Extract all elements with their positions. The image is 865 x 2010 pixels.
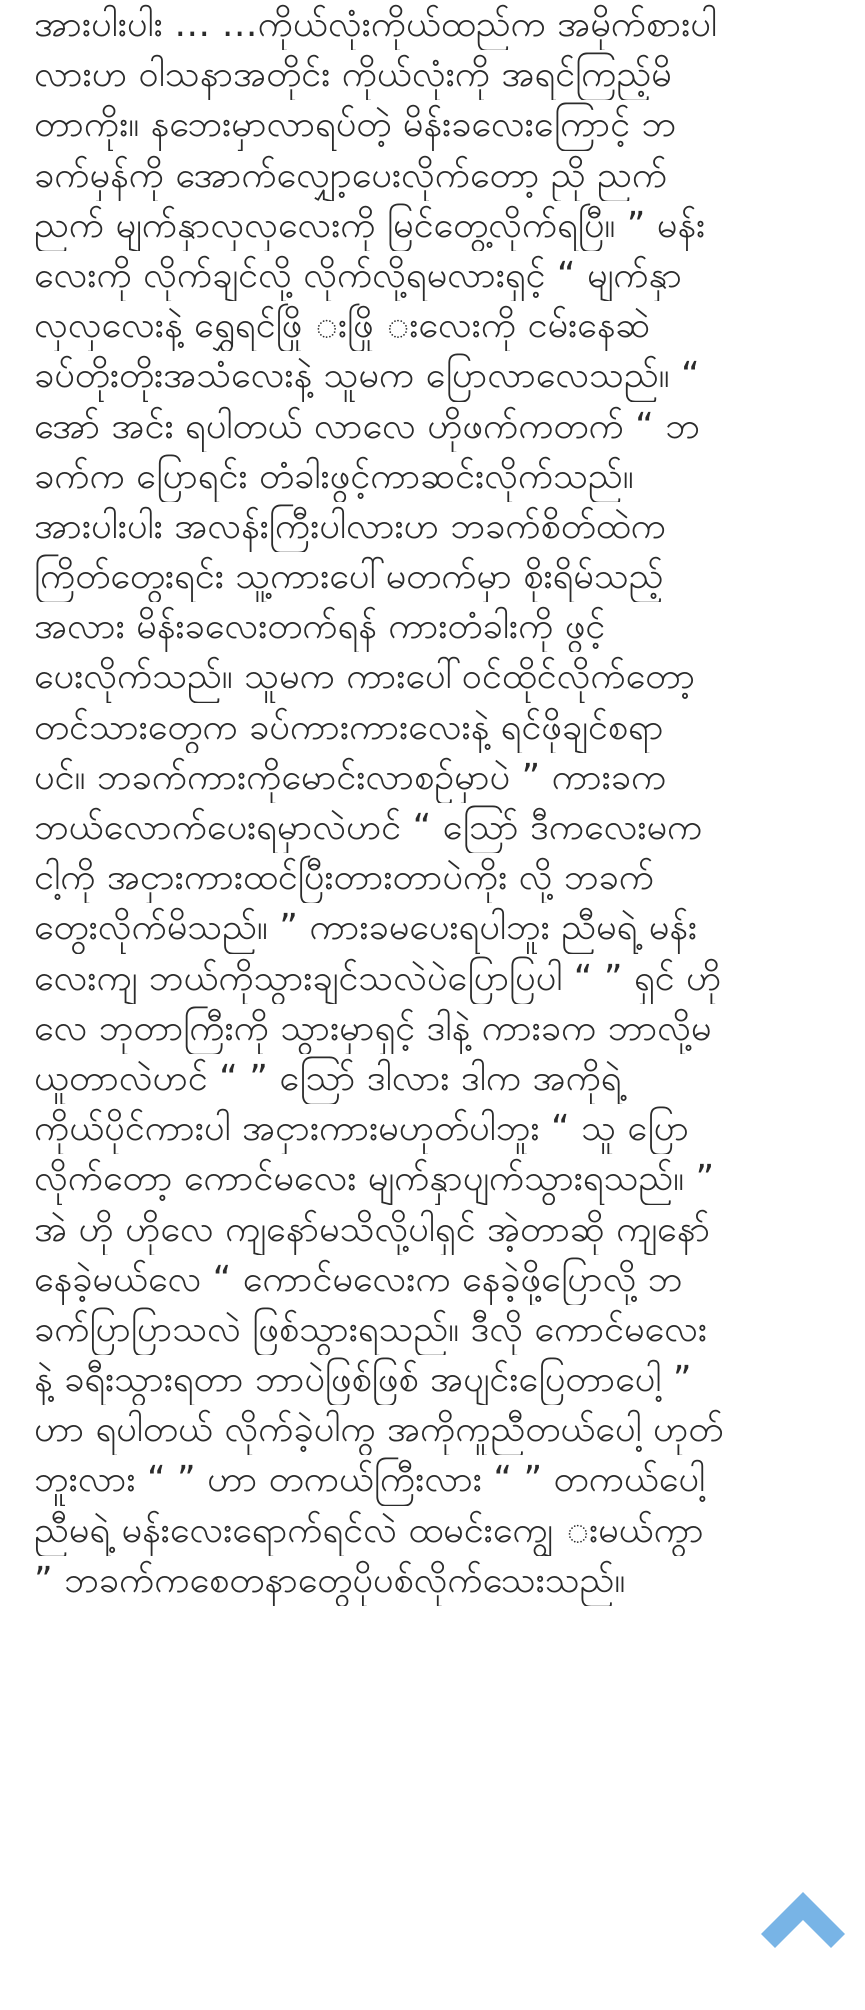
story-line: ညက် မျက်နှာလှလှလေးကို မြင်တွေ့လိုက်ရပြီ။ ” မန်း [34, 204, 706, 246]
story-line: လှလှလေးနဲ့ ရွှေရင်ဖြို းဖြို းလေးကို ငမ်းနေဆဲ [34, 305, 651, 347]
story-line: လားဟ ဝါသနာအတိုင်း ကိုယ်လုံးကို အရင်ကြည့်မိ [34, 54, 672, 96]
chevron-up-icon [757, 1882, 849, 1974]
story-line: ကိုယ်ပိုင်ကားပါ အငှားကားမဟုတ်ပါဘူး “ သူ ပြော [34, 1108, 689, 1150]
story-line: ခက်မှန်ကို အောက်လျှော့ပေးလိုက်တော့ ညို ညက် [34, 154, 668, 196]
story-line: လေးကျ ဘယ်ကိုသွားချင်သလဲပဲပြောပြပါ “ ” ရှင် ဟို [34, 957, 722, 999]
story-line: ညီမရဲ့ မန်းလေးရောက်ရင်လဲ ထမင်းကျွေ းမယ်ကွာ [34, 1509, 704, 1551]
story-line: နဲ့ ခရီးသွားရတာ ဘာပဲဖြစ်ဖြစ် အပျင်းပြေတာပေါ့ ” [34, 1359, 692, 1401]
story-line: ယူတာလဲဟင် “ ” ဩော် ဒါလား ဒါက အကိုရဲ့ [34, 1057, 622, 1099]
story-line: လေ ဘုတာကြီးကို သွားမှာရှင့် ဒါနဲ့ ကားခက ဘာလို့မ [34, 1007, 712, 1049]
story-line: ဟာ ရပါတယ် လိုက်ခဲ့ပါကွ အကိုကူညီတယ်ပေါ့ ဟုတ် [34, 1409, 724, 1451]
chevron-up-icon-shape [761, 1892, 845, 1948]
story-line: လိုက်တော့ ကောင်မလေး မျက်နှာပျက်သွားရသည်။ ” [34, 1158, 715, 1200]
story-line: ပေးလိုက်သည်။ သူမက ကားပေါ်ဝင်ထိုင်လိုက်တော့ [34, 656, 696, 698]
story-line: တာကိုး။ နဘေးမှာလာရပ်တဲ့ မိန်းခလေးကြောင့် ဘ [34, 104, 677, 146]
story-line: နေခဲ့မယ်လေ “ ကောင်မလေးက နေခဲ့ဖို့ပြောလို့ ဘ [34, 1258, 683, 1300]
story-text [34, 0, 834, 2010]
story-line: ခက်က ပြောရင်း တံခါးဖွင့်ကာဆင်းလိုက်သည်။ [34, 455, 634, 497]
story-line: ” ဘခက်ကစေတနာတွေပိုပစ်လိုက်သေးသည်။ [34, 1559, 626, 1601]
story-line: အော် အင်း ရပါတယ် လာလေ ဟိုဖက်ကတက် “ ဘ [34, 405, 700, 447]
story-line: အလား မိန်းခလေးတက်ရန် ကားတံခါးကို ဖွင့် [34, 606, 606, 648]
story-line: တင်သားတွေက ခပ်ကားကားလေးနဲ့ ရင်ဖိုချင်စရာ [34, 706, 664, 748]
story-line: ငါ့ကို အငှားကားထင်ပြီးတားတာပဲကိုး လို့ ဘခက် [34, 857, 654, 899]
scroll-to-top-button[interactable] [757, 1882, 849, 1974]
story-line: အဲ ဟို ဟိုလေ ကျနော်မသိလို့ပါရှင် အဲ့တာဆို ကျနော် [34, 1208, 711, 1250]
story-line: အားပါးပါး … …ကိုယ်လုံးကိုယ်ထည်က အမိုက်စားပါ [34, 4, 717, 45]
story-line: ခက်ပြာပြာသလဲ ဖြစ်သွားရသည်။ ဒီလို ကောင်မလေး [34, 1308, 707, 1350]
story-line: အားပါးပါး အလန်းကြီးပါလားဟ ဘခက်စိတ်ထဲက [34, 505, 666, 547]
story-line: ပင်။ ဘခက်ကားကိုမောင်းလာစဉ်မှာပဲ ” ကားခက [34, 756, 667, 798]
story-line: တွေးလိုက်မိသည်။ ” ကားခမပေးရပါဘူး ညီမရဲ့ မန်း [34, 907, 698, 949]
story-line: ဘူးလား “ ” ဟာ တကယ်ကြီးလား “ ” တကယ်ပေါ့ [34, 1459, 706, 1501]
story-line: ကြိတ်တွေးရင်း သူ့ကားပေါ်မတက်မှာ စိုးရိမ်သည့် [34, 556, 664, 598]
story-line: ဘယ်လောက်ပေးရမှာလဲဟင် “ ဩော် ဒီကလေးမက [34, 807, 703, 848]
story-line: လေးကို လိုက်ချင်လို့ လိုက်လို့ရမလားရှင့် “ မျက်နှာ [34, 254, 682, 296]
story-line: ခပ်တိုးတိုးအသံလေးနဲ့ သူမက ပြောလာလေသည်။ “ [34, 355, 700, 397]
